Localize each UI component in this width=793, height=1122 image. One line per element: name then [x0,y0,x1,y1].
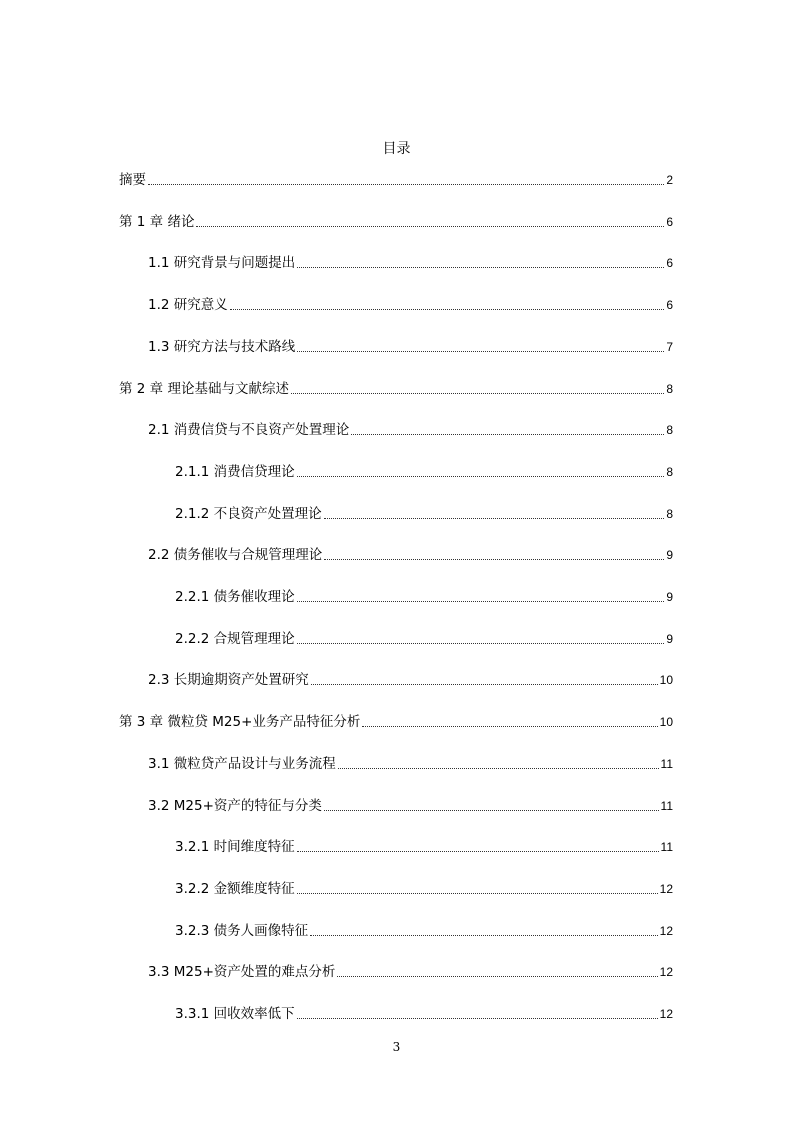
toc-dot-leader [297,476,665,477]
toc-entry-page: 10 [659,715,673,730]
toc-dot-leader [324,518,665,519]
toc-entry-page: 9 [666,590,673,604]
toc-entry-page: 2 [666,173,673,187]
toc-entry-label: 3.1 微粒贷产品设计与业务流程 [148,755,336,772]
toc-entry-label: 2.3 长期逾期资产处置研究 [148,672,309,689]
toc-entry-label: 1.1 研究背景与问题提出 [148,255,296,272]
toc-entry[interactable] [148,796,673,816]
toc-entry-page: 8 [666,381,673,396]
toc-dot-leader [324,810,659,811]
toc-dot-leader [324,559,664,560]
toc-entry[interactable] [148,420,673,440]
toc-entry-page: 7 [666,339,673,354]
toc-entry[interactable] [175,837,673,857]
toc-entry-label: 3.2.3 债务人画像特征 [175,922,309,939]
toc-dot-leader [196,226,664,227]
toc-entry-label: 第 1 章 绪论 [119,213,195,230]
toc-entry-label: 第 2 章 理论基础与文献综述 [119,380,289,397]
toc-dot-leader [297,351,664,352]
toc-entry-label: 3.3.1 回收效率低下 [175,1006,295,1022]
toc-dot-leader [338,768,659,769]
toc-entry-label: 3.2 M25+资产的特征与分类 [148,797,322,814]
toc-entry-label: 3.2.1 时间维度特征 [175,839,295,856]
toc-entry-page: 12 [659,881,673,896]
toc-dot-leader [297,643,665,644]
toc-entry-label: 摘要 [119,172,146,188]
toc-entry-page: 11 [660,756,673,771]
toc-entry-page: 8 [666,423,673,438]
toc-entry[interactable] [119,379,673,399]
toc-entry[interactable] [175,1004,673,1024]
toc-entry-page: 9 [666,548,673,563]
toc-entry[interactable] [119,170,673,190]
toc-entry-page: 12 [659,965,673,980]
toc-dot-leader [297,851,659,852]
toc-entry-label: 1.3 研究方法与技术路线 [148,338,296,355]
toc-entry-page: 12 [659,923,673,938]
toc-entry[interactable] [148,545,673,565]
toc-dot-leader [310,935,657,936]
toc-entry-label: 3.2.2 金额维度特征 [175,880,295,897]
toc-entry-page: 6 [666,256,673,271]
toc-dot-leader [148,184,664,185]
toc-entry-label: 3.3 M25+资产处置的难点分析 [148,964,336,981]
toc-dot-leader [297,893,658,894]
toc-entry-page: 9 [666,631,673,646]
toc-entry-page: 8 [666,464,673,479]
toc-entry[interactable] [148,337,673,357]
toc-entry[interactable] [148,295,673,315]
toc-entry-page: 8 [666,506,673,521]
toc-entry-label: 2.2.2 合规管理理论 [175,630,295,647]
page-number: 3 [392,1040,401,1054]
toc-entry[interactable] [119,712,673,732]
toc-entry-page: 10 [659,673,673,688]
toc-entry[interactable] [148,754,673,774]
toc-entry-label: 2.1 消费信贷与不良资产处置理论 [148,422,350,439]
toc-entry-label: 2.1.2 不良资产处置理论 [175,505,322,522]
toc-dot-leader [230,309,665,310]
toc-entry[interactable] [175,879,673,899]
toc-entry[interactable] [175,462,673,482]
toc-entry-page: 12 [659,1007,673,1021]
toc-entry[interactable] [175,921,673,941]
toc-entry[interactable] [148,670,673,690]
toc-title: 目录 [382,141,411,157]
toc-dot-leader [297,601,665,602]
toc-entry[interactable] [175,504,673,524]
toc-dot-leader [291,393,664,394]
toc-entry-label: 2.2 债务催收与合规管理理论 [148,547,323,564]
toc-dot-leader [337,976,657,977]
toc-dot-leader [311,684,658,685]
toc-dot-leader [297,1018,658,1019]
toc-dot-leader [362,726,657,727]
toc-entry[interactable] [175,587,673,607]
toc-entry-label: 2.2.1 债务催收理论 [175,589,295,605]
toc-entry[interactable] [119,212,673,232]
toc-entry-page: 6 [666,298,673,313]
toc-entry[interactable] [148,962,673,982]
toc-dot-leader [351,434,664,435]
toc-entry-label: 1.2 研究意义 [148,297,228,314]
toc-entry-label: 第 3 章 微粒贷 M25+业务产品特征分析 [119,714,361,731]
toc-entry-page: 6 [666,214,673,229]
toc-entry-page: 11 [660,840,673,855]
toc-entry-page: 11 [660,798,673,813]
toc-entry[interactable] [175,629,673,649]
toc-dot-leader [297,267,664,268]
toc-entry[interactable] [148,253,673,273]
toc-entry-label: 2.1.1 消费信贷理论 [175,463,295,480]
